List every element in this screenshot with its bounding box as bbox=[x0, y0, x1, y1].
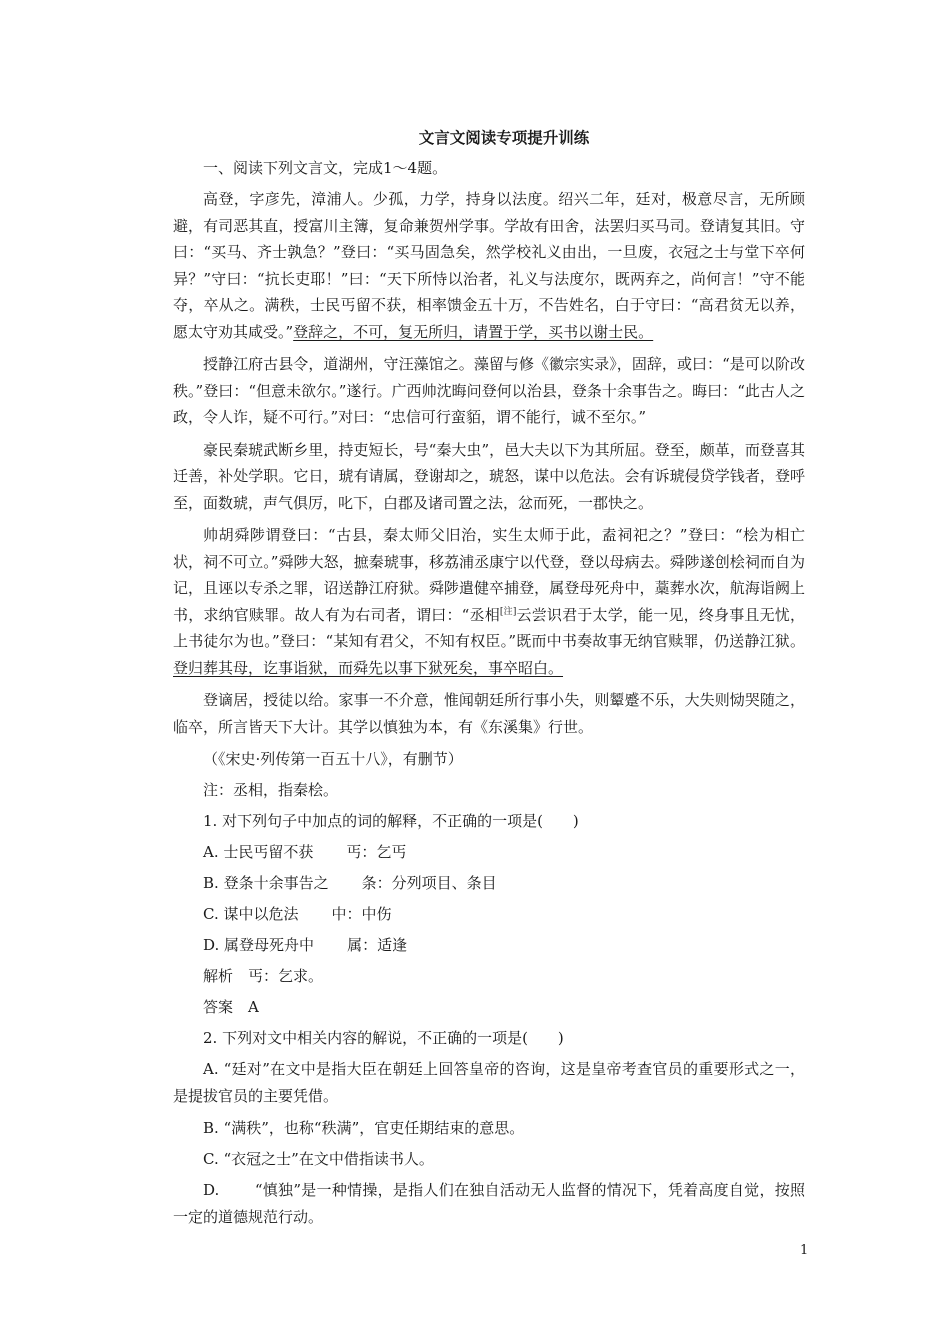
paragraph-3: 豪民秦琥武断乡里，持吏短长，号“秦大虫”，邑大夫以下为其所屈。登至，颇革，而登喜其迁善，补处学职。它日，琥有请属，登谢却之，琥怒，谋中以危法。会有诉琥侵贷学钱者，登呼至，面数琥，声气俱厉，叱下，白郡及诸司置之法，忿而死，一郡快之。 bbox=[173, 440, 805, 512]
underlined-sentence-2: 登归葬其母，讫事诣狱，而舜先以事下狱死矣，事卒昭白。 bbox=[173, 658, 564, 677]
footnote-marker: [注] bbox=[499, 606, 517, 617]
option-gloss: 属：适逢 bbox=[347, 936, 408, 954]
document-body bbox=[173, 125, 805, 1236]
option-sentence: 士民丐留不获 bbox=[223, 843, 314, 861]
option-gloss: 丐：乞丐 bbox=[346, 843, 407, 861]
paragraph-4 bbox=[173, 522, 805, 681]
question-1-option-c bbox=[173, 901, 805, 927]
question-2-option-d: D. “慎独”是一种情操，是指人们在独自活动无人监督的情况下，凭着高度自觉，按照一定的道德规范行动。 bbox=[173, 1181, 805, 1226]
question-1-option-a bbox=[173, 839, 805, 865]
question-1-option-b bbox=[173, 870, 805, 896]
paragraph-5: 登谪居，授徒以给。家事一不介意，惟闻朝廷所行事小失，则颦蹙不乐，大失则恸哭随之，临卒，所言皆天下大计。其学以慎独为本，有《东溪集》行世。 bbox=[173, 691, 805, 736]
source-citation: （《宋史·列传第一百五十八》，有删节） bbox=[203, 750, 463, 768]
option-gloss: 条：分列项目、条目 bbox=[361, 874, 497, 892]
paragraph-2: 授静江府古县令，道湖州，守汪藻馆之。藻留与修《徽宗实录》，固辞，或曰：“是可以阶改秩。”登曰：“但意未欲尔。”遂行。广西帅沈晦问登何以治县，登条十余事告之。晦曰：“此古人之政，令人诈，疑不可行。”对曰：“忠信可行蛮貊，谓不能行，诚不至尔。” bbox=[173, 355, 805, 426]
option-letter: B. bbox=[203, 874, 219, 892]
question-1-answer: 答案 A bbox=[203, 998, 259, 1016]
option-sentence: 登条十余事告之 bbox=[223, 874, 329, 892]
question-2-option-a: A. “廷对”在文中是指大臣在朝廷上回答皇帝的咨询，这是皇帝考查官员的重要形式之一，是提拔官员的主要凭借。 bbox=[173, 1060, 805, 1105]
option-gloss: 中：中伤 bbox=[331, 905, 392, 923]
option-sentence: 谋中以危法 bbox=[223, 905, 299, 923]
question-1-analysis: 解析 丐：乞求。 bbox=[203, 967, 324, 985]
paragraph-4-text-a: 帅胡舜陟谓登曰：“古县，秦太师父旧治，实生太师于此，盍祠祀之？”登曰：“桧为相亡状，祠不可立。”舜陟大怒，摭秦琥事，移荔浦丞康宁以代登，登以母病去。舜陟遂创桧祠而自为记，且诬以专杀之罪，诏送静江府狱。舜陟遣健卒捕登，属登母死舟中，藁葬水次，航海诣阙上书，求纳官赎罪。故人有为右司者，谓曰：“丞相 bbox=[173, 526, 805, 624]
document-title: 文言文阅读专项提升训练 bbox=[418, 128, 590, 147]
page-number: 1 bbox=[800, 1243, 809, 1258]
question-1-stem: 1. 对下列句子中加点的词的解释，不正确的一项是( ) bbox=[203, 812, 579, 830]
footnote: 注：丞相，指秦桧。 bbox=[203, 781, 339, 799]
paragraph-1-text: 高登，字彦先，漳浦人。少孤，力学，持身以法度。绍兴二年，廷对，极意尽言，无所顾避，有司恶其直，授富川主簿，复命兼贺州学事。学故有田舍，法罢归买马司。登请复其旧。守曰：“买马、齐士孰急？”登曰：“买马固急矣，然学校礼义由出，一旦废，衣冠之士与堂下卒何异？”守曰：“抗长吏耶！”曰：“天下所恃以治者，礼义与法度尔，既两弃之，尚何言！”守不能夺，卒从之。满秩，士民丐留不获，相率馈金五十万，不告姓名，白于守曰：“高君贫无以养，愿太守劝其咸受。” bbox=[173, 190, 805, 341]
option-sentence: 属登母死舟中 bbox=[224, 936, 315, 954]
question-2-stem: 2. 下列对文中相关内容的解说，不正确的一项是( ) bbox=[203, 1029, 564, 1047]
question-2-option-c: C. “衣冠之士”在文中借指读书人。 bbox=[203, 1150, 434, 1168]
instruction: 一、阅读下列文言文，完成1～4题。 bbox=[203, 159, 448, 177]
paragraph-4-text-b: 云尝识君于太学，能一见，终身事且无忧，上书徒尔为也。”登曰：“某知有君父，不知有权臣。”既而中书奏故事无纳官赎罪，仍送静江狱。 bbox=[173, 605, 806, 650]
option-letter: A. bbox=[203, 843, 219, 861]
option-letter: C. bbox=[203, 905, 219, 923]
question-1-option-d bbox=[173, 932, 805, 958]
paragraph-1 bbox=[173, 186, 805, 345]
question-2-option-b: B. “满秩”，也称“秩满”，官吏任期结束的意思。 bbox=[203, 1119, 525, 1137]
underlined-sentence-1: 登辞之，不可，复无所归，请置于学，买书以谢士民。 bbox=[293, 322, 654, 341]
option-letter: D. bbox=[203, 936, 220, 954]
